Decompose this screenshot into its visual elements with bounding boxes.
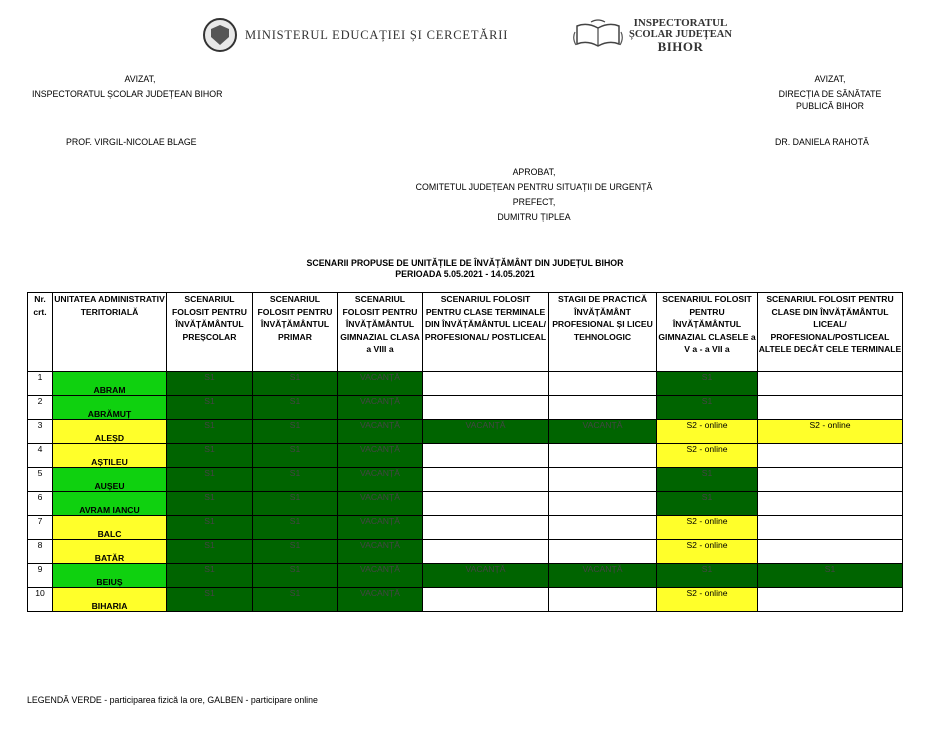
row-nr: 8: [28, 540, 53, 564]
approved-l4: DUMITRU ȚIPLEA: [497, 212, 571, 222]
cell-terminale: [423, 540, 549, 564]
row-uat: ABRĂMUȚ: [53, 396, 167, 420]
row-uat: AȘTILEU: [53, 444, 167, 468]
row-nr: 4: [28, 444, 53, 468]
cell-primar: S1: [253, 396, 338, 420]
cell-primar: S1: [253, 420, 338, 444]
right-person: DR. DANIELA RAHOTĂ: [775, 137, 869, 147]
header-gimnazial57: SCENARIUL FOLOSIT PENTRU ÎNVĂȚĂMÂNTUL GIMNAZIAL CLASELE a V a - a VII a: [657, 293, 758, 372]
cell-gimnazial8: VACANȚĂ: [338, 468, 423, 492]
cell-primar: S1: [253, 516, 338, 540]
row-nr: 1: [28, 372, 53, 396]
row-nr: 9: [28, 564, 53, 588]
cell-gimnazial57: S2 - online: [657, 444, 758, 468]
left-institution: INSPECTORATUL ȘCOLAR JUDEȚEAN BIHOR: [32, 89, 223, 99]
header-terminale: SCENARIUL FOLOSIT PENTRU CLASE TERMINALE DIN ÎNVĂȚĂMÂNTUL LICEAL/ PROFESIONAL/ POSTLICEAL: [423, 293, 549, 372]
table-row: [28, 444, 903, 468]
cell-terminale: [423, 372, 549, 396]
row-uat: BATĂR: [53, 540, 167, 564]
table-row: [28, 540, 903, 564]
cell-stagii: [549, 516, 657, 540]
header-primar: SCENARIUL FOLOSIT PENTRU ÎNVĂȚĂMÂNTUL PRIMAR: [253, 293, 338, 372]
isj-logo: [573, 17, 732, 53]
cell-gimnazial57: S2 - online: [657, 540, 758, 564]
row-uat: AVRAM IANCU: [53, 492, 167, 516]
row-uat: ABRAM: [53, 372, 167, 396]
table-row: [28, 468, 903, 492]
legend: LEGENDĂ VERDE - participarea fizică la ore, GALBEN - participare online: [27, 695, 318, 705]
row-uat: BEIUȘ: [53, 564, 167, 588]
table-row: [28, 564, 903, 588]
table-header-row: [28, 293, 903, 372]
header-nr: Nr. crt.: [28, 293, 53, 372]
table-row: [28, 516, 903, 540]
row-uat: BIHARIA: [53, 588, 167, 612]
cell-stagii: VACANȚĂ: [549, 420, 657, 444]
cell-gimnazial8: VACANȚĂ: [338, 564, 423, 588]
cell-terminale: [423, 492, 549, 516]
cell-gimnazial57: S1: [657, 468, 758, 492]
cell-altele: [758, 492, 903, 516]
cell-stagii: VACANȚĂ: [549, 564, 657, 588]
header-prescolar: SCENARIUL FOLOSIT PENTRU ÎNVĂȚĂMÂNTUL PREȘCOLAR: [167, 293, 253, 372]
cell-altele: S1: [758, 564, 903, 588]
cell-primar: S1: [253, 540, 338, 564]
document-title: SCENARII PROPUSE DE UNITĂȚILE DE ÎNVĂȚĂMÂNT DIN JUDEȚUL BIHOR: [306, 258, 624, 268]
cell-stagii: [549, 492, 657, 516]
cell-prescolar: S1: [167, 468, 253, 492]
header-uat: UNITATEA ADMINISTRATIV TERITORIALĂ: [53, 293, 167, 372]
row-uat: ALEȘD: [53, 420, 167, 444]
cell-gimnazial8: VACANȚĂ: [338, 420, 423, 444]
cell-gimnazial57: S1: [657, 396, 758, 420]
cell-stagii: [549, 540, 657, 564]
right-institution-l2: PUBLICĂ BIHOR: [796, 101, 864, 111]
cell-terminale: [423, 444, 549, 468]
header-stagii: STAGII DE PRACTICĂ ÎNVĂȚĂMÂNT PROFESIONAL ȘI LICEU TEHNOLOGIC: [549, 293, 657, 372]
cell-terminale: [423, 516, 549, 540]
cell-gimnazial57: S1: [657, 372, 758, 396]
cell-prescolar: S1: [167, 492, 253, 516]
cell-prescolar: S1: [167, 420, 253, 444]
cell-gimnazial8: VACANȚĂ: [338, 372, 423, 396]
ministry-logo: [203, 18, 508, 52]
cell-altele: S2 - online: [758, 420, 903, 444]
cell-gimnazial57: S1: [657, 492, 758, 516]
row-nr: 7: [28, 516, 53, 540]
right-avizat: AVIZAT,: [814, 74, 846, 84]
table-row: [28, 396, 903, 420]
header-altele: SCENARIUL FOLOSIT PENTRU CLASE DIN ÎNVĂȚĂMÂNTUL LICEAL/ PROFESIONAL/POSTLICEAL ALTELE DECÂT CELE TERMINALE: [758, 293, 903, 372]
cell-gimnazial8: VACANȚĂ: [338, 540, 423, 564]
cell-altele: [758, 588, 903, 612]
cell-prescolar: S1: [167, 588, 253, 612]
cell-altele: [758, 468, 903, 492]
table-row: [28, 372, 903, 396]
cell-primar: S1: [253, 372, 338, 396]
cell-prescolar: S1: [167, 540, 253, 564]
cell-primar: S1: [253, 468, 338, 492]
row-nr: 6: [28, 492, 53, 516]
cell-terminale: [423, 588, 549, 612]
scenarios-table: [27, 292, 903, 612]
cell-gimnazial8: VACANȚĂ: [338, 396, 423, 420]
table-row: [28, 588, 903, 612]
approved-l1: APROBAT,: [512, 167, 556, 177]
cell-terminale: VACANȚĂ: [423, 420, 549, 444]
cell-primar: S1: [253, 444, 338, 468]
cell-gimnazial8: VACANȚĂ: [338, 588, 423, 612]
cell-altele: [758, 396, 903, 420]
cell-altele: [758, 444, 903, 468]
cell-primar: S1: [253, 564, 338, 588]
cell-stagii: [549, 372, 657, 396]
cell-altele: [758, 372, 903, 396]
row-nr: 10: [28, 588, 53, 612]
cell-terminale: [423, 396, 549, 420]
cell-prescolar: S1: [167, 444, 253, 468]
row-uat: BALC: [53, 516, 167, 540]
cell-terminale: VACANȚĂ: [423, 564, 549, 588]
open-book-icon: [573, 18, 623, 52]
ministry-name: MINISTERUL EDUCAȚIEI ȘI CERCETĂRII: [245, 27, 509, 42]
cell-stagii: [549, 588, 657, 612]
cell-altele: [758, 540, 903, 564]
cell-gimnazial57: S2 - online: [657, 588, 758, 612]
table-row: [28, 420, 903, 444]
row-nr: 2: [28, 396, 53, 420]
cell-prescolar: S1: [167, 396, 253, 420]
row-nr: 5: [28, 468, 53, 492]
cell-stagii: [549, 444, 657, 468]
cell-gimnazial57: S2 - online: [657, 516, 758, 540]
cell-gimnazial57: S1: [657, 564, 758, 588]
cell-prescolar: S1: [167, 564, 253, 588]
header-gimnazial8: SCENARIUL FOLOSIT PENTRU ÎNVĂȚĂMÂNTUL GIMNAZIAL CLASA a VIII a: [338, 293, 423, 372]
cell-gimnazial8: VACANȚĂ: [338, 444, 423, 468]
left-avizat: AVIZAT,: [124, 74, 156, 84]
isj-name: INSPECTORATUL ȘCOLAR JUDEȚEAN BIHOR: [629, 17, 732, 54]
cell-stagii: [549, 396, 657, 420]
approved-l3: PREFECT,: [512, 197, 556, 207]
coat-of-arms-icon: [203, 18, 237, 52]
left-person: PROF. VIRGIL-NICOLAE BLAGE: [66, 137, 197, 147]
table-row: [28, 492, 903, 516]
cell-primar: S1: [253, 588, 338, 612]
document-period: PERIOADA 5.05.2021 - 14.05.2021: [395, 269, 535, 279]
cell-altele: [758, 516, 903, 540]
cell-stagii: [549, 468, 657, 492]
right-institution-l1: DIRECȚIA DE SĂNĂTATE: [778, 89, 882, 99]
cell-gimnazial57: S2 - online: [657, 420, 758, 444]
cell-terminale: [423, 468, 549, 492]
cell-gimnazial8: VACANȚĂ: [338, 492, 423, 516]
row-nr: 3: [28, 420, 53, 444]
cell-gimnazial8: VACANȚĂ: [338, 516, 423, 540]
cell-prescolar: S1: [167, 516, 253, 540]
row-uat: AUȘEU: [53, 468, 167, 492]
cell-primar: S1: [253, 492, 338, 516]
cell-prescolar: S1: [167, 372, 253, 396]
approved-l2: COMITETUL JUDEȚEAN PENTRU SITUAȚII DE URGENȚĂ: [415, 182, 653, 192]
